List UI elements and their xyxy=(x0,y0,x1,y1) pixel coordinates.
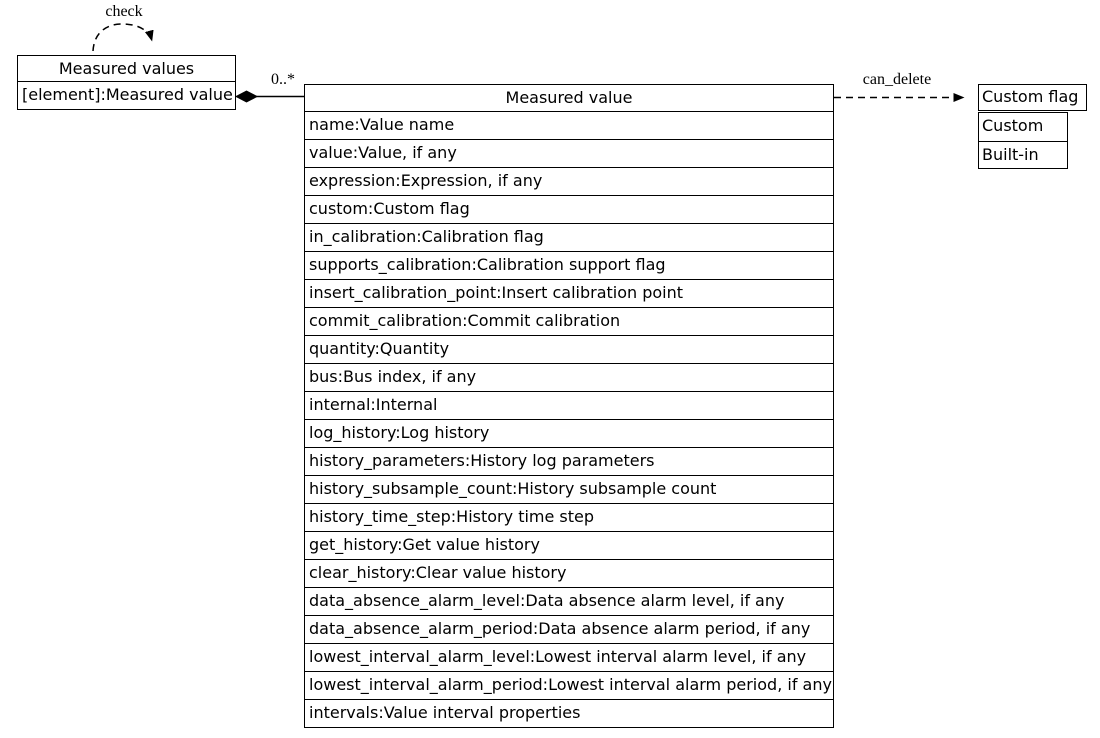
attribute-row: data_absence_alarm_level:Data absence alarm level, if any xyxy=(305,587,833,615)
attribute-row: log_history:Log history xyxy=(305,419,833,447)
attribute-row: quantity:Quantity xyxy=(305,335,833,363)
attribute-row: intervals:Value interval properties xyxy=(305,699,833,727)
attribute-row: commit_calibration:Commit calibration xyxy=(305,307,833,335)
measured-values-attribute-list xyxy=(18,81,235,109)
node-measured-value xyxy=(304,84,834,728)
attribute-row: bus:Bus index, if any xyxy=(305,363,833,391)
attribute-row: data_absence_alarm_period:Data absence alarm period, if any xyxy=(305,615,833,643)
attribute-row: history_subsample_count:History subsample count xyxy=(305,475,833,503)
node-custom-flag-values xyxy=(978,112,1068,169)
attribute-row: lowest_interval_alarm_period:Lowest interval alarm period, if any xyxy=(305,671,833,699)
check-edge-label: check xyxy=(105,3,143,20)
attribute-row: clear_history:Clear value history xyxy=(305,559,833,587)
attribute-row: lowest_interval_alarm_level:Lowest interval alarm level, if any xyxy=(305,643,833,671)
attribute-row: [element]:Measured value xyxy=(18,81,235,109)
attribute-row: get_history:Get value history xyxy=(305,531,833,559)
node-measured-values xyxy=(17,55,236,110)
measured-value-attribute-list xyxy=(305,111,833,727)
measured-values-title: Measured values xyxy=(58,59,195,78)
attribute-row: history_time_step:History time step xyxy=(305,503,833,531)
attribute-row: internal:Internal xyxy=(305,391,833,419)
attribute-row: value:Value, if any xyxy=(305,139,833,167)
enum-value-row: Built-in xyxy=(979,141,1067,169)
check-self-edge xyxy=(93,24,152,51)
composition-multiplicity-label: 0..* xyxy=(271,71,295,88)
enum-value-row: Custom xyxy=(982,116,1044,135)
attribute-row: insert_calibration_point:Insert calibration point xyxy=(305,279,833,307)
attribute-row: name:Value name xyxy=(305,111,833,139)
attribute-row: history_parameters:History log parameters xyxy=(305,447,833,475)
attribute-row: expression:Expression, if any xyxy=(305,167,833,195)
composition-diamond-icon xyxy=(235,91,258,103)
can-delete-edge-label: can_delete xyxy=(862,71,932,88)
node-custom-flag-title: Custom flag xyxy=(978,84,1087,111)
measured-value-title: Measured value xyxy=(505,88,633,107)
attribute-row: custom:Custom flag xyxy=(305,195,833,223)
attribute-row: supports_calibration:Calibration support flag xyxy=(305,251,833,279)
attribute-row: in_calibration:Calibration flag xyxy=(305,223,833,251)
